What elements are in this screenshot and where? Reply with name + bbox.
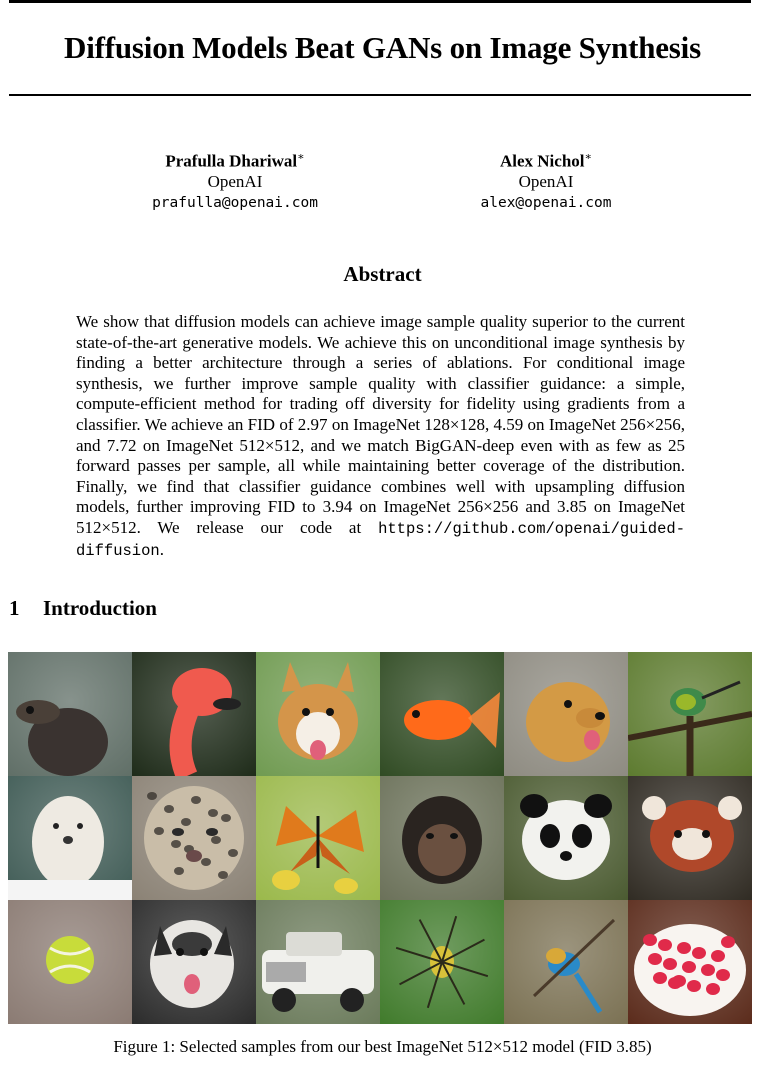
figure-sample-grid bbox=[8, 652, 752, 1024]
figure-sample-tile bbox=[504, 652, 628, 776]
figure-sample-tile bbox=[132, 776, 256, 900]
abstract-body: We show that diffusion models can achieve image sample quality superior to the current state-of-the-art generative models. We achieve this on unconditional image synthesis by finding a better architecture through a series of ablations. For conditional image synthesis, we further improve sample quality with classifier guidance: a simple, compute-efficient method for trading off diversity for fidelity using gradients from a classifier. We achieve an FID of 2.97 on ImageNet 128×128, 4.59 on ImageNet 256×256, and 7.72 on ImageNet 512×512, and we match BigGAN-deep even with as few as 25 forward passes per sample, all while maintaining better coverage of the distribution. Finally, we find that classifier guidance combines well with upsampling diffusion models, further improving FID to 3.94 on ImageNet 256×256 and 3.85 on ImageNet 512×512. We release our code at https://github.com/openai/guided-diffusion. bbox=[76, 312, 686, 560]
white-wolf-icon bbox=[8, 776, 132, 900]
snow-leopard-icon bbox=[132, 776, 256, 900]
section-heading bbox=[9, 596, 157, 621]
author-name: Alex Nichol∗ bbox=[499, 151, 592, 171]
top-rule bbox=[9, 0, 751, 3]
figure-sample-tile bbox=[380, 652, 504, 776]
author-name: Prafulla Dhariwal∗ bbox=[165, 151, 305, 171]
monarch-butterfly-icon bbox=[256, 776, 380, 900]
spider-icon bbox=[380, 900, 504, 1024]
vintage-truck-icon bbox=[256, 900, 380, 1024]
author-block-2 bbox=[416, 147, 676, 213]
hummingbird-icon bbox=[628, 652, 752, 776]
figure-sample-tile bbox=[380, 776, 504, 900]
raspberry-cake-icon bbox=[628, 900, 752, 1024]
figure-sample-tile bbox=[132, 652, 256, 776]
figure-sample-tile bbox=[504, 776, 628, 900]
chimpanzee-icon bbox=[380, 776, 504, 900]
abstract-text: We show that diffusion models can achieve image sample quality superior to the current state-of-the-art generative models. We achieve this on unconditional image synthesis by finding a better architecture through a series of ablations. For conditional image synthesis, we further improve sample quality with classifier guidance: a simple, compute-efficient method for trading off diversity for fidelity using gradients from a classifier. We achieve an FID of 2.97 on ImageNet 128×128, 4.59 on ImageNet 256×256, and 7.72 on ImageNet 512×512, and we match BigGAN-deep even with as few as 25 forward passes per sample, all while maintaining better coverage of the distribution. Finally, we find that classifier guidance combines well with upsampling diffusion models, further improving FID to 3.94 on ImageNet 256×256 and 3.85 on ImageNet 512×512. We release our code at bbox=[76, 312, 685, 537]
ostrich-icon bbox=[8, 652, 132, 776]
goldfish-icon bbox=[380, 652, 504, 776]
author-affiliation: OpenAI bbox=[518, 172, 574, 192]
abstract-heading: Abstract bbox=[343, 262, 422, 286]
title-rule bbox=[9, 94, 751, 96]
figure-sample-tile bbox=[380, 900, 504, 1024]
figure-sample-tile bbox=[504, 900, 628, 1024]
author-email: prafulla@openai.com bbox=[152, 194, 318, 211]
figure-sample-tile bbox=[256, 652, 380, 776]
red-panda-icon bbox=[628, 776, 752, 900]
figure-sample-tile bbox=[8, 776, 132, 900]
husky-icon bbox=[132, 900, 256, 1024]
golden-retriever-icon bbox=[504, 652, 628, 776]
tennis-ball-icon bbox=[8, 900, 132, 1024]
author-email: alex@openai.com bbox=[480, 194, 612, 211]
section-number: 1 bbox=[9, 596, 20, 620]
corgi-icon bbox=[256, 652, 380, 776]
bee-eater-bird-icon bbox=[504, 900, 628, 1024]
author-affiliation: OpenAI bbox=[207, 172, 263, 192]
code-url: https://github.com/openai/guided-diffusion bbox=[76, 519, 686, 560]
paper-title: Diffusion Models Beat GANs on Image Synthesis bbox=[64, 30, 701, 65]
figure-sample-tile bbox=[256, 900, 380, 1024]
figure-sample-tile bbox=[628, 900, 752, 1024]
figure-caption: Figure 1: Selected samples from our best ImageNet 512×512 model (FID 3.85) bbox=[113, 1037, 652, 1056]
figure-sample-tile bbox=[132, 900, 256, 1024]
panda-icon bbox=[504, 776, 628, 900]
figure-sample-tile bbox=[8, 652, 132, 776]
figure-sample-tile bbox=[628, 776, 752, 900]
figure-sample-tile bbox=[8, 900, 132, 1024]
author-block-1 bbox=[105, 147, 365, 213]
flamingo-icon bbox=[132, 652, 256, 776]
figure-sample-tile bbox=[628, 652, 752, 776]
section-title: Introduction bbox=[43, 596, 157, 620]
figure-sample-tile bbox=[256, 776, 380, 900]
